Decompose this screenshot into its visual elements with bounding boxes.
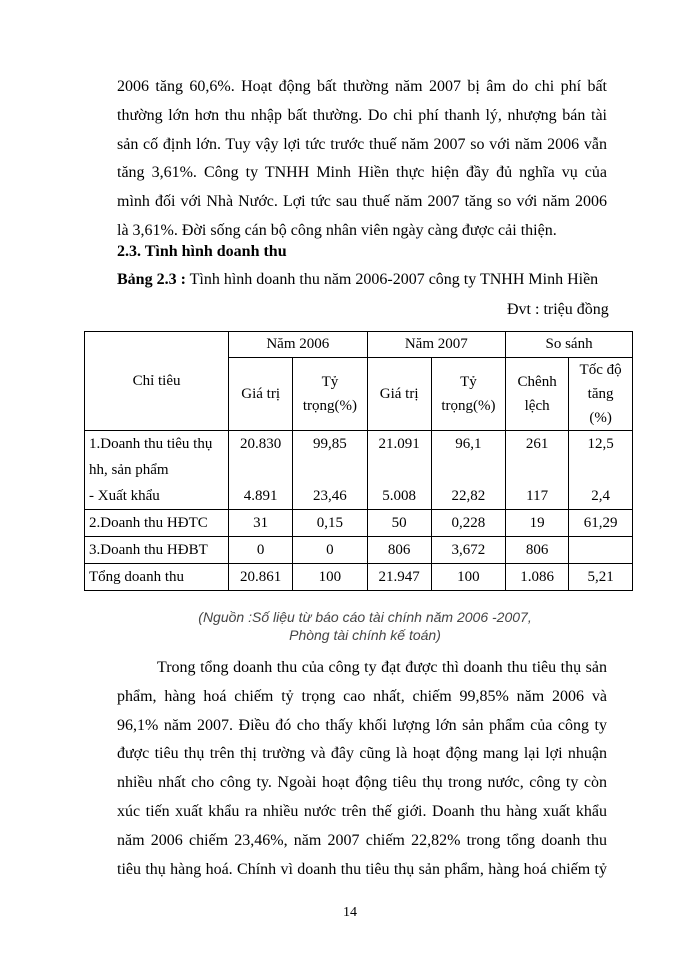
table-caption-text: Tình hình doanh thu năm 2006-2007 công ty TNHH Minh Hiền (185, 271, 599, 288)
cell-value: 261 (525, 436, 549, 452)
header-gia-tri-2007: Giá trị (367, 358, 431, 431)
row-label-line: hh, sản phẩm (89, 462, 169, 478)
cell-toc-do: 5,21 (569, 564, 633, 591)
top-paragraph-line: sản cố định lớn. Tuy vậy lợi tức trước thuế năm 2007 so với năm 2006 vẫn (117, 135, 607, 153)
header-toc-do-b: tăng (587, 386, 614, 402)
top-paragraph (117, 73, 607, 246)
header-nam-2007: Năm 2007 (367, 332, 506, 358)
table-row (85, 510, 633, 537)
cell-value: 2,4 (591, 488, 610, 504)
cell-chenh-lech (506, 431, 569, 510)
header-so-sanh: So sánh (506, 332, 633, 358)
bottom-paragraph-line: được tiêu thụ trên thị trường và đây cũng là hoạt động mang lại lợi nhuận (117, 745, 607, 763)
header-toc-do-a: Tốc độ (579, 362, 622, 378)
cell-chenh-lech: 19 (506, 510, 569, 537)
table-caption (117, 271, 598, 289)
cell-value: 12,5 (587, 436, 614, 452)
header-gia-tri-2006: Giá trị (229, 358, 293, 431)
cell-value: 20.830 (240, 436, 282, 452)
cell-ty-trong-2006: 100 (293, 564, 367, 591)
cell-gia-tri-2007: 21.947 (367, 564, 431, 591)
top-paragraph-line: mình đối với Nhà Nước. Lợi tức sau thuế năm 2007 tăng so với năm 2006 (117, 193, 607, 211)
top-paragraph-line: tăng 3,61%. Công ty TNHH Minh Hiền thực hiện đầy đủ nghĩa vụ của (117, 164, 607, 182)
cell-value: 5.008 (382, 488, 417, 504)
bottom-paragraph-line: xúc tiến xuất khẩu ra nhiều nước trên thế giới. Doanh thu hàng xuất khẩu (117, 802, 607, 820)
header-toc-do (569, 358, 633, 431)
header-toc-do-c: (%) (589, 410, 612, 426)
cell-toc-do (569, 537, 633, 564)
cell-ty-trong-2007 (431, 431, 505, 510)
cell-gia-tri-2006: 20.861 (229, 564, 293, 591)
table-row (85, 431, 633, 510)
header-ty-trong-2006-a: Tỷ (321, 374, 339, 390)
bottom-paragraph (117, 654, 607, 884)
row-label-line: 1.Doanh thu tiêu thụ (89, 436, 213, 452)
cell-chenh-lech: 1.086 (506, 564, 569, 591)
cell-chenh-lech: 806 (506, 537, 569, 564)
cell-ty-trong-2007: 0,228 (431, 510, 505, 537)
header-nam-2006: Năm 2006 (229, 332, 368, 358)
cell-gia-tri-2006: 31 (229, 510, 293, 537)
cell-toc-do: 61,29 (569, 510, 633, 537)
table-caption-label: Bảng 2.3 : (117, 271, 186, 288)
top-paragraph-line: 2006 tăng 60,6%. Hoạt động bất thường năm 2007 bị âm do chi phí bất (117, 78, 607, 95)
page-number: 14 (343, 905, 357, 920)
cell-gia-tri-2006: 0 (229, 537, 293, 564)
row-label: Tổng doanh thu (85, 564, 229, 591)
cell-gia-tri-2007 (367, 431, 431, 510)
cell-toc-do (569, 431, 633, 510)
top-paragraph-line: thường lớn hơn thu nhập bất thường. Do chi phí thanh lý, nhượng bán tài (117, 106, 607, 124)
header-chenh-lech-a: Chênh (517, 374, 557, 390)
cell-ty-trong-2007: 100 (431, 564, 505, 591)
header-chenh-lech (506, 358, 569, 431)
cell-value: 99,85 (313, 436, 347, 452)
cell-ty-trong-2006 (293, 431, 367, 510)
row-label: 3.Doanh thu HĐBT (85, 537, 229, 564)
header-ty-trong-2007-a: Tỷ (460, 374, 477, 390)
cell-value: 22,82 (451, 488, 486, 504)
cell-ty-trong-2006: 0,15 (293, 510, 367, 537)
row-label (85, 431, 229, 510)
source-note (150, 608, 580, 644)
header-chenh-lech-b: lệch (524, 398, 550, 414)
cell-gia-tri-2007: 806 (367, 537, 431, 564)
source-note-line: Phòng tài chính kế toán) (289, 627, 441, 643)
section-heading: 2.3. Tình hình doanh thu (117, 243, 287, 260)
revenue-table (84, 331, 633, 591)
bottom-paragraph-line: phẩm, hàng hoá chiếm tỷ trọng cao nhất, chiếm 99,85% năm 2006 và (117, 687, 607, 705)
unit-label: Đvt : triệu đồng (507, 301, 609, 318)
table-header-row (85, 332, 633, 358)
cell-gia-tri-2006 (229, 431, 293, 510)
cell-ty-trong-2006: 0 (293, 537, 367, 564)
table-row (85, 537, 633, 564)
cell-value: 117 (526, 488, 549, 504)
cell-value: 4.891 (243, 488, 278, 504)
header-ty-trong-2007-b: trọng(%) (441, 398, 496, 414)
header-chi-tieu: Chỉ tiêu (85, 332, 229, 431)
source-note-line: (Nguồn :Số liệu từ báo cáo tài chính năm 2006 -2007, (198, 609, 532, 625)
header-ty-trong-2007 (431, 358, 505, 431)
cell-gia-tri-2007: 50 (367, 510, 431, 537)
cell-value: 96,1 (455, 436, 482, 452)
cell-ty-trong-2007: 3,672 (431, 537, 505, 564)
header-ty-trong-2006-b: trọng(%) (302, 398, 357, 414)
cell-value: 23,46 (313, 488, 347, 504)
header-ty-trong-2006 (293, 358, 367, 431)
cell-value: 21.091 (378, 436, 420, 452)
bottom-paragraph-line: năm 2006 chiếm 23,46%, năm 2007 chiếm 22,82% trong tổng doanh thu (117, 831, 607, 849)
row-label-line: - Xuất khẩu (89, 488, 160, 504)
table-row (85, 564, 633, 591)
top-paragraph-line: là 3,61%. Đời sống cán bộ công nhân viên ngày càng được cải thiện. (117, 221, 557, 239)
bottom-paragraph-line: tiêu thụ hàng hoá. Chính vì doanh thu tiêu thụ sản phẩm, hàng hoá chiếm tỷ (117, 860, 607, 878)
bottom-paragraph-line: Trong tổng doanh thu của công ty đạt được thì doanh thu tiêu thụ sản (157, 659, 607, 676)
row-label: 2.Doanh thu HĐTC (85, 510, 229, 537)
bottom-paragraph-line: nhiều nhất cho công ty. Ngoài hoạt động tiêu thụ trong nước, công ty còn (117, 774, 607, 792)
bottom-paragraph-line: 96,1% năm 2007. Điều đó cho thấy khối lượng lớn sản phẩm của công ty (117, 716, 607, 734)
